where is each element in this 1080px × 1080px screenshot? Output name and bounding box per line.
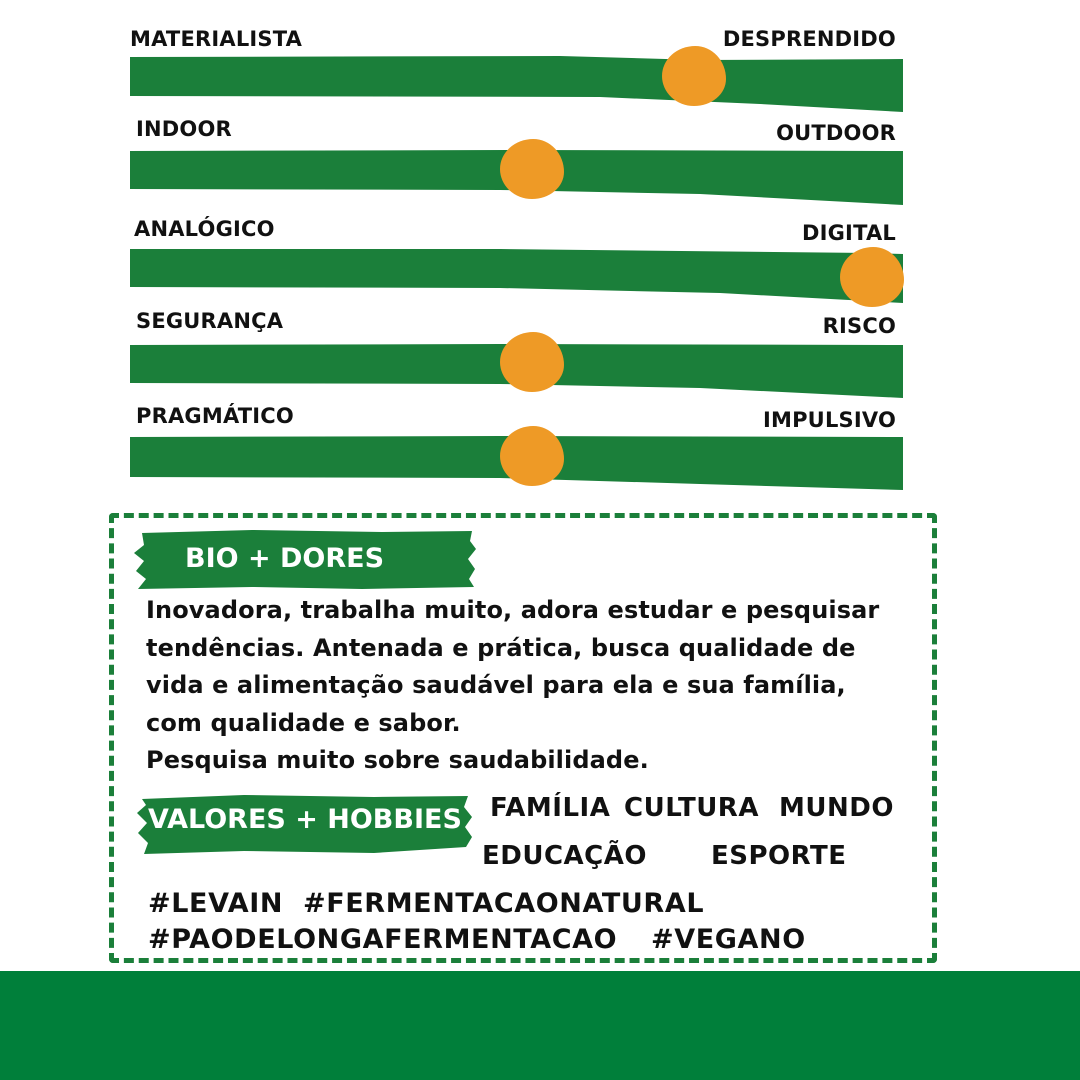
bio-text <box>146 592 906 780</box>
slider-knob[interactable] <box>662 46 726 106</box>
hashtag-vegano: #VEGANO <box>651 924 806 955</box>
slider-right-label: DESPRENDIDO <box>722 27 896 51</box>
bio-heading: BIO + DORES <box>185 543 385 574</box>
bio-line: Inovadora, trabalha muito, adora estudar e pesquisar <box>146 596 880 624</box>
slider-track <box>130 249 903 303</box>
bio-line: tendências. Antenada e prática, busca qualidade de <box>146 633 856 662</box>
slider-left-label: INDOOR <box>136 117 232 141</box>
values-heading: VALORES + HOBBIES <box>148 804 462 835</box>
slider-left-label: ANALÓGICO <box>134 217 275 241</box>
slider-knob[interactable] <box>840 247 904 307</box>
value-mundo: MUNDO <box>779 793 894 823</box>
value-educacao: EDUCAÇÃO <box>482 841 647 871</box>
slider-knob[interactable] <box>500 332 564 392</box>
slider-right-label: IMPULSIVO <box>762 408 896 432</box>
hashtag-levain: #LEVAIN <box>148 888 284 919</box>
slider-left-label: MATERIALISTA <box>130 27 303 51</box>
footer-band <box>0 971 1080 1080</box>
hashtag-fermentacao-natural: #FERMENTACAONATURAL <box>303 888 705 919</box>
slider-track <box>130 56 903 112</box>
slider-right-label: OUTDOOR <box>776 121 896 145</box>
slider-right-label: DIGITAL <box>801 221 896 245</box>
slider-knob[interactable] <box>500 139 564 199</box>
value-familia: FAMÍLIA <box>490 793 611 823</box>
slider-left-label: PRAGMÁTICO <box>136 404 294 428</box>
bio-line: com qualidade e sabor. <box>146 708 461 737</box>
value-esporte: ESPORTE <box>711 841 847 871</box>
hashtag-pao-de-longa-fermentacao: #PAODELONGAFERMENTACAO <box>148 924 618 955</box>
bio-line: vida e alimentação saudável para ela e sua família, <box>146 671 846 699</box>
slider-knob[interactable] <box>500 426 564 486</box>
bio-line: Pesquisa muito sobre saudabilidade. <box>146 746 649 774</box>
slider-left-label: SEGURANÇA <box>136 309 284 333</box>
slider-tracks <box>0 0 1080 500</box>
value-cultura: CULTURA <box>624 793 759 823</box>
slider-right-label: RISCO <box>822 314 896 338</box>
